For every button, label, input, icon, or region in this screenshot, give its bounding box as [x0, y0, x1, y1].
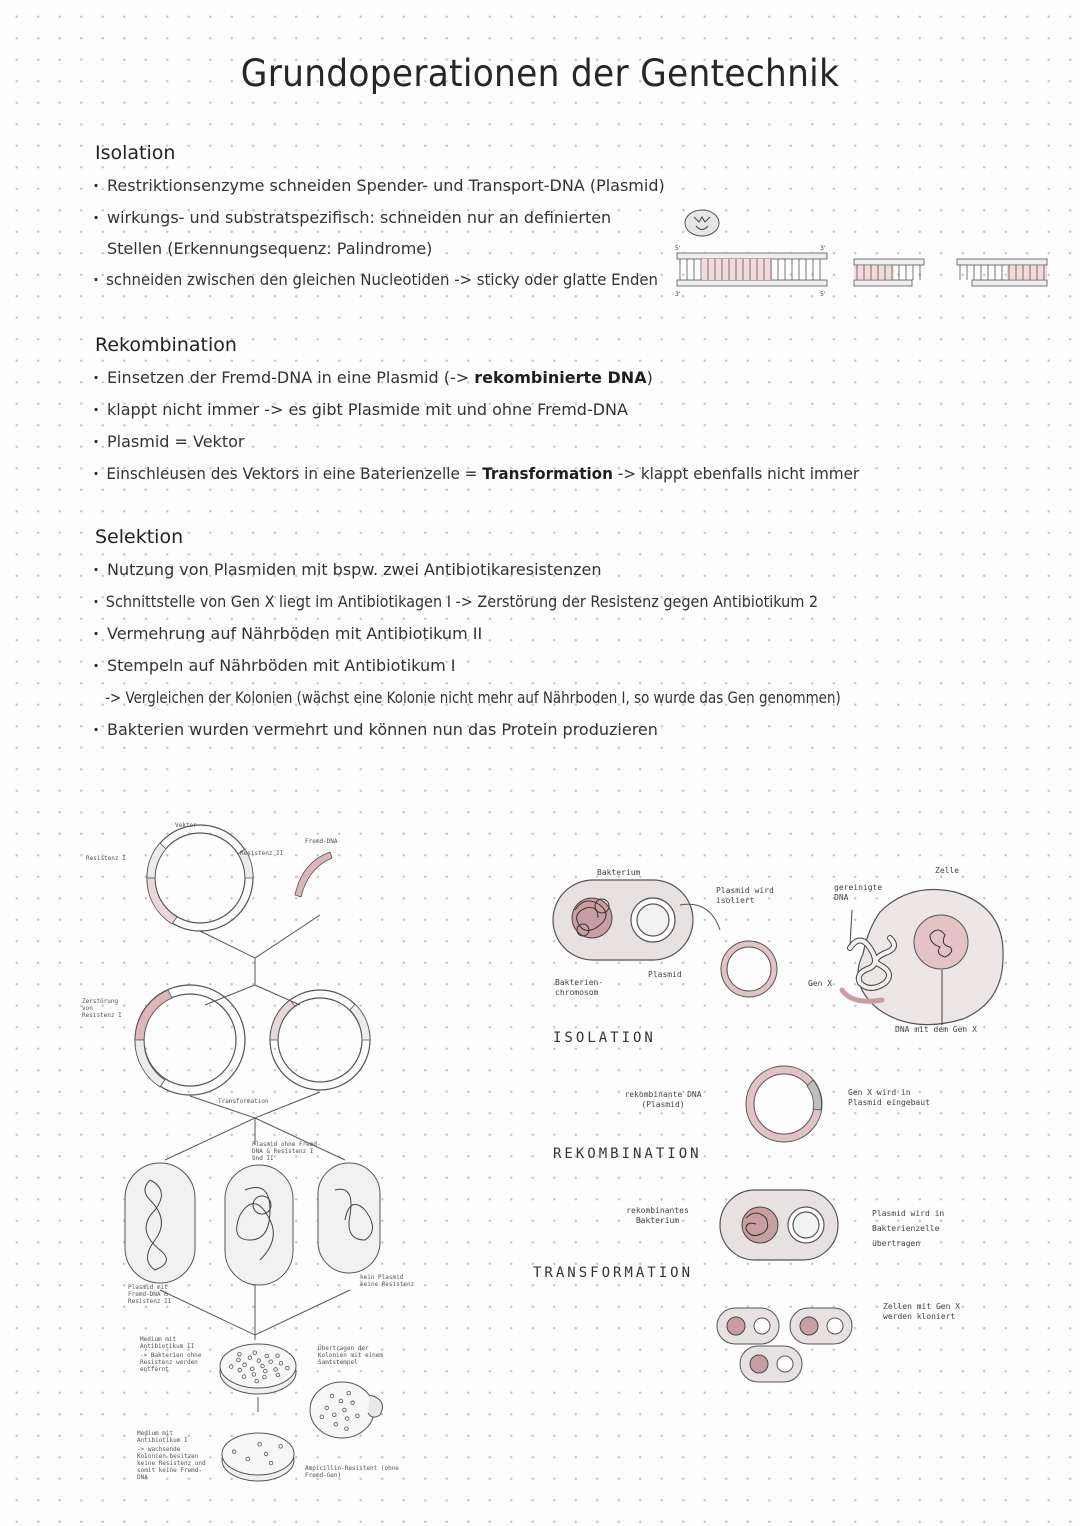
list-item: · Schnittstelle von Gen X liegt im Antibiotikagen I -> Zerstörung der Resistenz gegen Antibiotikum 2 — [95, 586, 950, 618]
recombinant-plasmid-icon — [746, 1066, 822, 1142]
label-medium2: Medium mit Antibiotikum II — [140, 1336, 195, 1350]
label-fremd-dna: Fremd-DNA — [305, 838, 338, 845]
label-resistenz1: Resistenz I — [86, 855, 126, 862]
label-kein-plasmid: kein Plasmid keine Resistenz — [360, 1274, 415, 1288]
item-text: Einschleusen des Vektors in eine Baterienzelle = — [106, 464, 478, 483]
label-zelle: Zelle — [935, 866, 960, 875]
label-medium1: Medium mit Antibiotikum I — [137, 1430, 188, 1444]
label-rekombinantes-bakterium: rekombinantes Bakterium — [626, 1206, 689, 1225]
dna-3-end-right: 3' — [820, 245, 826, 252]
list-item: · wirkungs- und substratspezifisch: schneiden nur an definierten Stellen (Erkennungsequenz: Palindrome) — [95, 202, 667, 264]
list-item: · Plasmid = Vektor — [95, 426, 1045, 458]
label-uebertragen: Übertragen der Kolonien mit einem Samtstempel — [318, 1345, 384, 1366]
list-item: · Stempeln auf Nährböden mit Antibiotikum I — [95, 650, 1045, 682]
label-medium1-note: -> wachsende Kolonien besitzen keine Resistenz und somit keine Fremd-DNA — [137, 1446, 206, 1481]
list-item: · Vermehrung auf Nährböden mit Antibiotikum II — [95, 618, 1045, 650]
item-bold-text: Transformation — [482, 464, 613, 483]
label-bakterienchromosom: Bakterien-chromosom — [555, 978, 604, 997]
rekombination-heading: Rekombination — [95, 334, 237, 356]
list-item: -> Vergleichen der Kolonien (wächst eine Kolonie nicht mehr auf Nährboden I, so wurde das Gen genommen) — [105, 688, 841, 707]
label-gereinigte-dna: gereinigte DNA — [834, 883, 883, 902]
label-plasmid-isoliert: Plasmid wird isoliert — [716, 886, 774, 905]
list-item: · Restriktionsenzyme schneiden Spender- und Transport-DNA (Plasmid) — [95, 170, 1045, 202]
label-plasmid: Plasmid — [648, 970, 682, 979]
label-plasmid-ohne: Plasmid ohne Fremd-DNA & Resistenz I und II — [252, 1141, 321, 1162]
isolation-heading: Isolation — [95, 142, 176, 164]
cloned-bacterium-icon — [790, 1308, 852, 1344]
label-ampicillin: Ampicillin-Resistent (ohne Fremd-Gen) — [305, 1465, 399, 1479]
item-text: -> klappt ebenfalls nicht immer — [617, 464, 860, 483]
bacterium-icon — [720, 1190, 838, 1260]
list-item: · Nutzung von Plasmiden mit bspw. zwei Antibiotikaresistenzen — [95, 554, 1045, 586]
page-title: Grundoperationen der Gentechnik — [240, 52, 840, 95]
selektion-heading: Selektion — [95, 526, 184, 548]
label-transformation-step: TRANSFORMATION — [533, 1265, 694, 1281]
label-bakterium: Bakterium — [597, 868, 641, 877]
list-item: · schneiden zwischen den gleichen Nucleotiden -> sticky oder glatte Enden — [95, 264, 979, 296]
item-text: ) — [646, 368, 653, 387]
label-dna-mit-gen: DNA mit dem Gen X — [895, 1025, 977, 1034]
item-bold-text: rekombinierte DNA — [474, 368, 647, 387]
label-resistenz2: Resistenz II — [240, 850, 284, 857]
label-zerstoerung: Zerstörung von Resistenz I — [82, 998, 122, 1019]
label-vektor: Vektor — [175, 822, 197, 829]
isolated-plasmid-icon — [721, 941, 777, 997]
dna-3-end: 3' — [675, 291, 681, 298]
label-rekombination-step: REKOMBINATION — [553, 1146, 702, 1162]
label-isolation-step: ISOLATION — [553, 1030, 656, 1046]
label-plasmid-mit: Plasmid mit Fremd-DNA & Resistenz II — [128, 1284, 172, 1305]
list-item: · klappt nicht immer -> es gibt Plasmide mit und ohne Fremd-DNA — [95, 394, 1045, 426]
label-gen-x: Gen X — [808, 979, 833, 988]
label-medium2-note: -> Bakterien ohne Resistenz werden entfernt — [140, 1352, 202, 1373]
cloned-bacterium-icon — [740, 1346, 802, 1382]
label-rekombinante-dna: rekombinante DNA (Plasmid) — [624, 1090, 702, 1109]
dna-5-end: 5' — [675, 245, 681, 252]
item-text: Einsetzen der Fremd-DNA in eine Plasmid (-> — [107, 368, 470, 387]
label-zellen-kloniert: Zellen mit Gen X werden kloniert — [883, 1302, 961, 1321]
list-item: · Bakterien wurden vermehrt und können nun das Protein produzieren — [95, 714, 1045, 746]
chromosome-icon — [572, 898, 612, 938]
bacterium-icon — [553, 880, 693, 960]
label-gen-eingebaut: Gen X wird in Plasmid eingebaut — [848, 1088, 930, 1107]
label-transformation-left: Transformation — [218, 1098, 269, 1105]
cell-icon — [842, 890, 1003, 1026]
cloned-bacterium-icon — [717, 1308, 779, 1344]
label-plasmid-uebertragen: Plasmid wird in Bakterienzelle übertragen — [872, 1209, 945, 1248]
dna-5-end-right: 5' — [820, 291, 826, 298]
